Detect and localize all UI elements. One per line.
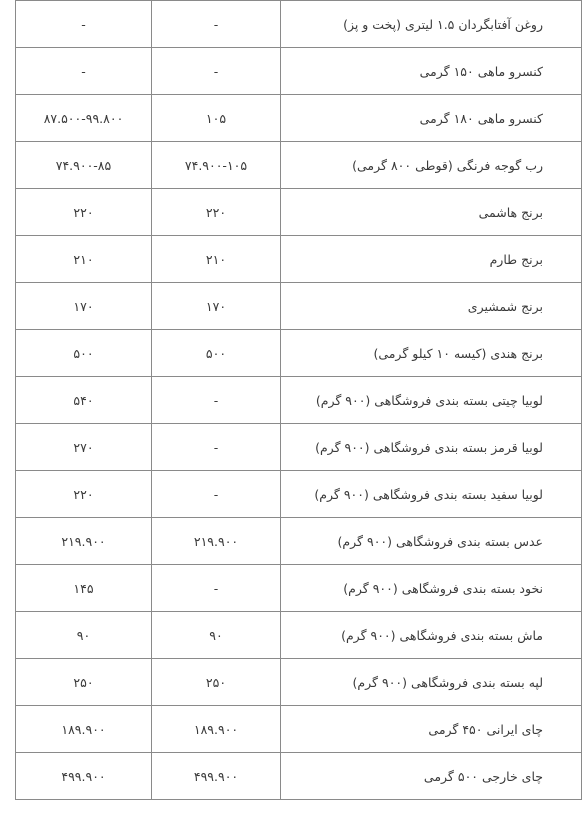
- price-b-cell: -: [16, 48, 152, 95]
- price-a-cell: ۲۵۰: [152, 659, 281, 706]
- price-a-cell: -: [152, 48, 281, 95]
- price-a-cell: -: [152, 471, 281, 518]
- table-row: [16, 612, 582, 659]
- price-b-cell: ۸۷.۵۰۰-۹۹.۸۰۰: [16, 95, 152, 142]
- table-row: [16, 1, 582, 48]
- price-a-cell: -: [152, 377, 281, 424]
- price-a-cell: ۹۰: [152, 612, 281, 659]
- price-a-cell: -: [152, 565, 281, 612]
- price-b-cell: ۹۰: [16, 612, 152, 659]
- price-table: [15, 0, 582, 800]
- product-name-cell: نخود بسته بندی فروشگاهی (۹۰۰ گرم): [281, 565, 582, 612]
- table-row: [16, 142, 582, 189]
- product-name-cell: چای خارجی ۵۰۰ گرمی: [281, 753, 582, 800]
- product-name-cell: رب گوجه فرنگی (قوطی ۸۰۰ گرمی): [281, 142, 582, 189]
- product-name-cell: روغن آفتابگردان ۱.۵ لیتری (پخت و پز): [281, 1, 582, 48]
- product-name-cell: ماش بسته بندی فروشگاهی (۹۰۰ گرم): [281, 612, 582, 659]
- price-a-cell: ۴۹۹.۹۰۰: [152, 753, 281, 800]
- table-row: [16, 189, 582, 236]
- price-a-cell: ۱۷۰: [152, 283, 281, 330]
- price-b-cell: ۲۵۰: [16, 659, 152, 706]
- table-row: [16, 753, 582, 800]
- price-a-cell: ۲۱۰: [152, 236, 281, 283]
- product-name-cell: لوبیا سفید بسته بندی فروشگاهی (۹۰۰ گرم): [281, 471, 582, 518]
- price-a-cell: ۱۸۹.۹۰۰: [152, 706, 281, 753]
- price-a-cell: ۷۴.۹۰۰-۱۰۵: [152, 142, 281, 189]
- price-a-cell: ۲۲۰: [152, 189, 281, 236]
- product-name-cell: کنسرو ماهی ۱۵۰ گرمی: [281, 48, 582, 95]
- price-a-cell: -: [152, 1, 281, 48]
- table-row: [16, 518, 582, 565]
- price-b-cell: -: [16, 1, 152, 48]
- product-name-cell: لپه بسته بندی فروشگاهی (۹۰۰ گرم): [281, 659, 582, 706]
- price-a-cell: ۵۰۰: [152, 330, 281, 377]
- product-name-cell: برنج شمشیری: [281, 283, 582, 330]
- price-a-cell: ۲۱۹.۹۰۰: [152, 518, 281, 565]
- product-name-cell: لوبیا چیتی بسته بندی فروشگاهی (۹۰۰ گرم): [281, 377, 582, 424]
- table-row: [16, 565, 582, 612]
- price-b-cell: ۲۱۹.۹۰۰: [16, 518, 152, 565]
- table-row: [16, 283, 582, 330]
- table-row: [16, 424, 582, 471]
- table-row: [16, 330, 582, 377]
- price-b-cell: ۱۷۰: [16, 283, 152, 330]
- price-a-cell: -: [152, 424, 281, 471]
- price-b-cell: ۲۲۰: [16, 189, 152, 236]
- product-name-cell: برنج هندی (کیسه ۱۰ کیلو گرمی): [281, 330, 582, 377]
- product-name-cell: چای ایرانی ۴۵۰ گرمی: [281, 706, 582, 753]
- table-row: [16, 377, 582, 424]
- product-name-cell: لوبیا قرمز بسته بندی فروشگاهی (۹۰۰ گرم): [281, 424, 582, 471]
- price-b-cell: ۱۴۵: [16, 565, 152, 612]
- product-name-cell: عدس بسته بندی فروشگاهی (۹۰۰ گرم): [281, 518, 582, 565]
- price-b-cell: ۲۱۰: [16, 236, 152, 283]
- price-b-cell: ۵۴۰: [16, 377, 152, 424]
- price-b-cell: ۴۹۹.۹۰۰: [16, 753, 152, 800]
- price-b-cell: ۱۸۹.۹۰۰: [16, 706, 152, 753]
- table-row: [16, 706, 582, 753]
- product-name-cell: برنج هاشمی: [281, 189, 582, 236]
- table-row: [16, 471, 582, 518]
- table-row: [16, 659, 582, 706]
- price-b-cell: ۲۷۰: [16, 424, 152, 471]
- price-b-cell: ۲۲۰: [16, 471, 152, 518]
- price-b-cell: ۷۴.۹۰۰-۸۵: [16, 142, 152, 189]
- price-b-cell: ۵۰۰: [16, 330, 152, 377]
- product-name-cell: برنج طارم: [281, 236, 582, 283]
- price-a-cell: ۱۰۵: [152, 95, 281, 142]
- product-name-cell: کنسرو ماهی ۱۸۰ گرمی: [281, 95, 582, 142]
- table-row: [16, 48, 582, 95]
- table-row: [16, 236, 582, 283]
- table-row: [16, 95, 582, 142]
